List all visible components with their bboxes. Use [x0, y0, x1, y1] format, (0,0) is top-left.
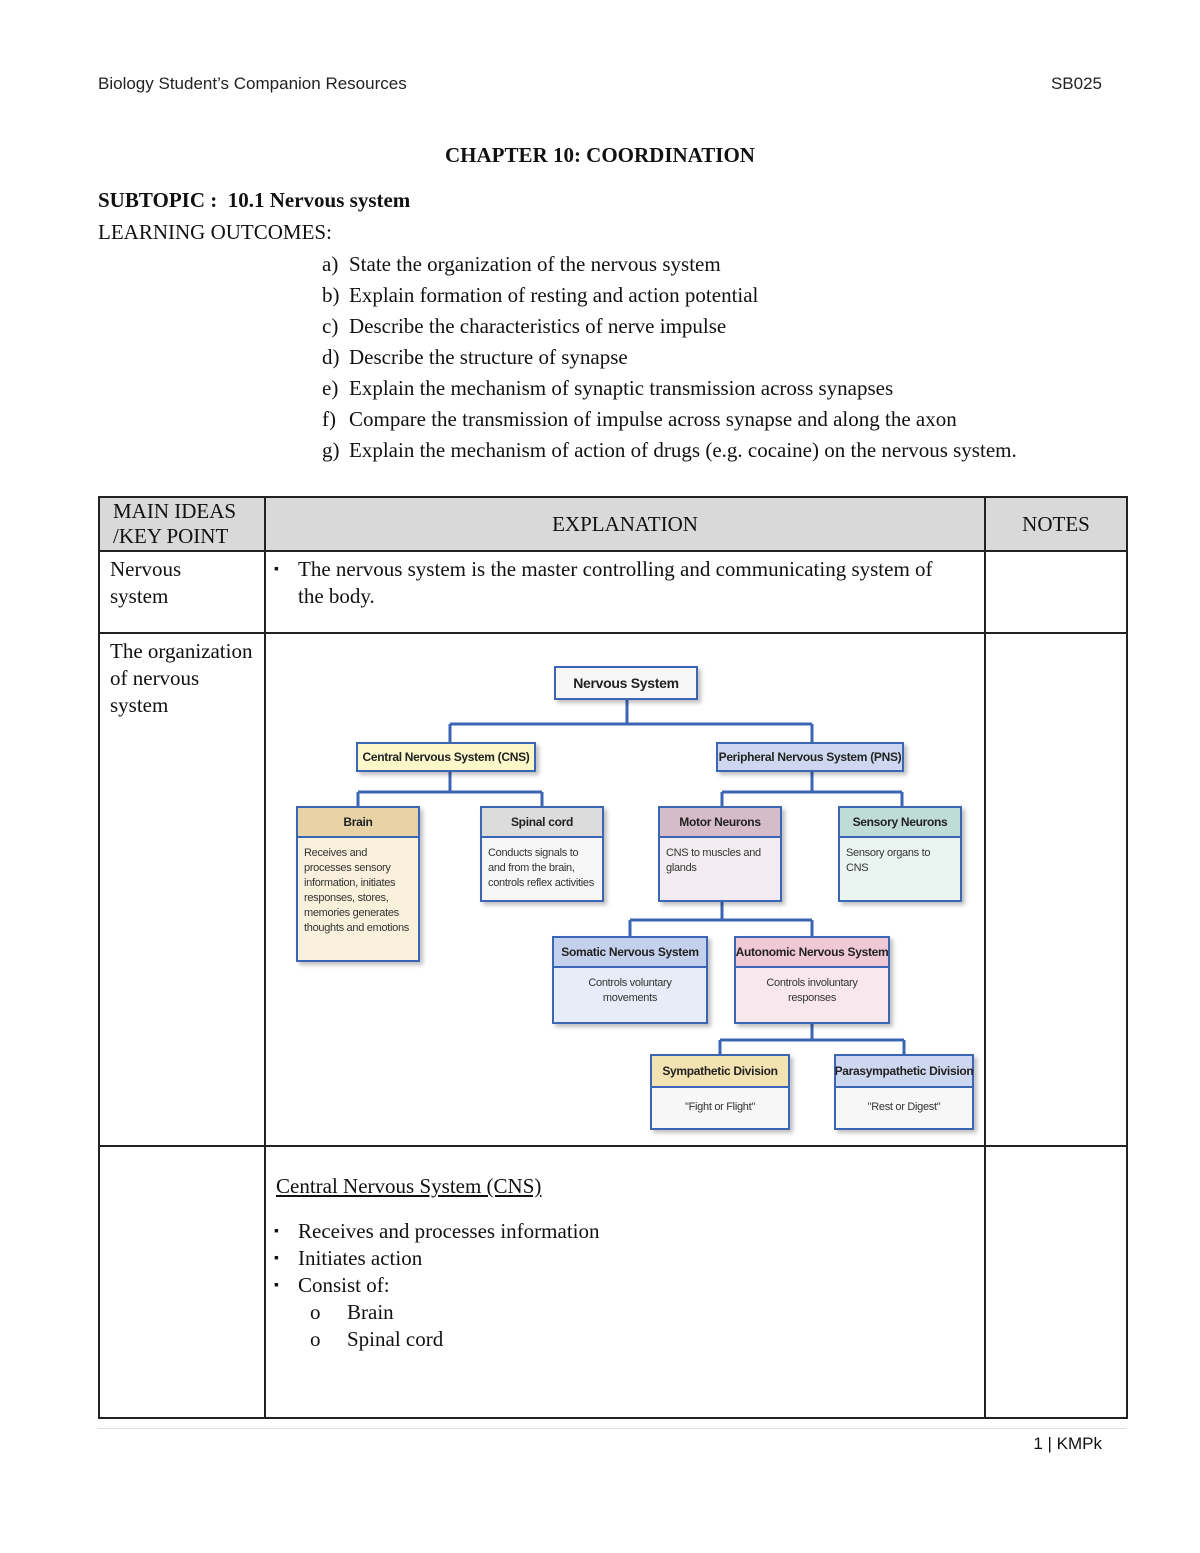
sub-bullet-item	[266, 1299, 984, 1326]
outcome-item	[322, 251, 1017, 282]
somatic-description: Controls voluntary movements	[588, 977, 672, 1004]
bullet-item	[266, 1272, 984, 1299]
brain-description: Receives and processes sensory information, initiates responses, stores, memories generates thoughts and emotions	[304, 847, 410, 934]
parasympathetic-title: Parasympathetic Division	[836, 1056, 972, 1088]
nervous-system-label: Nervous System	[573, 675, 679, 691]
header-main-ideas-line2: /KEY POINT	[113, 524, 229, 548]
bullet-text: The nervous system is the master controlling and communicating system of the body.	[298, 557, 933, 608]
motor-neurons-box	[658, 806, 782, 902]
outcome-item	[322, 282, 1017, 313]
autonomic-title: Autonomic Nervous System	[736, 938, 888, 968]
sensory-neurons-description: Sensory organs to CNS	[846, 847, 931, 874]
explanation-cell	[265, 1146, 985, 1418]
subtopic	[98, 188, 410, 213]
pns-label: Peripheral Nervous System (PNS)	[718, 750, 902, 764]
spinal-cord-description: Conducts signals to and from the brain, controls reflex activities	[488, 847, 594, 889]
sympathetic-description: "Fight or Flight"	[685, 1101, 755, 1113]
header-main-ideas	[99, 497, 265, 551]
spinal-cord-box	[480, 806, 604, 902]
sensory-neurons-title: Sensory Neurons	[840, 808, 960, 838]
sub-bullet-item	[266, 1326, 984, 1353]
course-code: SB025	[1050, 74, 1102, 93]
bullet-text: Consist of:	[298, 1273, 390, 1297]
table-row	[99, 1146, 1127, 1418]
chapter-title: CHAPTER 10: COORDINATION	[445, 143, 755, 167]
subtopic-value: 10.1 Nervous system	[227, 188, 411, 212]
bullet-marker: ▪	[274, 562, 279, 577]
outcome-text: Describe the characteristics of nerve impulse	[349, 314, 727, 338]
outcome-marker: d)	[322, 345, 340, 369]
parasympathetic-box	[834, 1054, 974, 1130]
outcome-marker: g)	[322, 438, 340, 462]
bullet-item	[266, 1245, 984, 1272]
notes-cell	[985, 1146, 1127, 1418]
outcome-marker: b)	[322, 283, 340, 307]
outcome-marker: a)	[322, 252, 339, 276]
table-row	[99, 551, 1127, 633]
footer-divider	[98, 1428, 1126, 1429]
learning-outcomes-heading: LEARNING OUTCOMES:	[98, 220, 332, 244]
nervous-system-diagram	[292, 662, 982, 1140]
outcome-text: Describe the structure of synapse	[349, 345, 628, 369]
cns-box	[356, 742, 536, 772]
outcome-marker: e)	[322, 376, 339, 400]
explanation-cell	[265, 551, 985, 633]
outcome-item	[322, 375, 1017, 406]
key-point-text: Nervous system	[110, 557, 182, 608]
bullet-marker: ▪	[274, 1278, 279, 1293]
sub-bullet-text: Spinal cord	[347, 1327, 444, 1351]
page-footer: 1 | KMPk	[1033, 1434, 1102, 1453]
sub-bullet-marker: o	[310, 1327, 321, 1351]
bullet-text: Receives and processes information	[298, 1219, 600, 1243]
parasympathetic-description: "Rest or Digest"	[867, 1101, 941, 1113]
outcome-marker: f)	[322, 407, 336, 431]
key-point-cell	[99, 1146, 265, 1418]
outcome-item	[322, 344, 1017, 375]
nervous-system-box	[554, 666, 698, 700]
motor-neurons-description: CNS to muscles and glands	[666, 847, 761, 874]
brain-box	[296, 806, 420, 962]
header-explanation: EXPLANATION	[265, 497, 985, 551]
key-point-cell	[99, 633, 265, 1146]
cns-label: Central Nervous System (CNS)	[362, 750, 530, 764]
outcome-item	[322, 406, 1017, 437]
table-header-row	[99, 497, 1127, 551]
cns-heading: Central Nervous System (CNS)	[276, 1174, 542, 1198]
sensory-neurons-box	[838, 806, 962, 902]
bullet-item	[266, 556, 984, 610]
outcome-text: Compare the transmission of impulse across synapse and along the axon	[349, 407, 957, 431]
outcome-marker: c)	[322, 314, 339, 338]
subtopic-label: SUBTOPIC :	[98, 188, 218, 212]
somatic-box	[552, 936, 708, 1024]
motor-neurons-title: Motor Neurons	[660, 808, 780, 838]
bullet-item	[266, 1218, 984, 1245]
outcome-text: State the organization of the nervous system	[349, 252, 721, 276]
key-point-text: The organization of nervous system	[110, 639, 253, 717]
bullet-text: Initiates action	[298, 1246, 423, 1270]
header-main-ideas-line1: MAIN IDEAS	[113, 499, 237, 523]
autonomic-description: Controls involuntary responses	[766, 977, 858, 1004]
bullet-marker: ▪	[274, 1224, 279, 1239]
header-notes: NOTES	[985, 497, 1127, 551]
spinal-cord-title: Spinal cord	[482, 808, 602, 838]
outcome-item	[322, 313, 1017, 344]
sub-bullet-text: Brain	[347, 1300, 394, 1324]
sympathetic-box	[650, 1054, 790, 1130]
header-title: Biology Student’s Companion Resources	[98, 74, 407, 93]
table-row	[99, 633, 1127, 1146]
learning-outcomes-list	[322, 251, 1017, 468]
pns-box	[716, 742, 904, 772]
sub-bullet-marker: o	[310, 1300, 321, 1324]
somatic-title: Somatic Nervous System	[554, 938, 706, 968]
notes-cell	[985, 633, 1127, 1146]
key-point-cell	[99, 551, 265, 633]
explanation-cell	[265, 633, 985, 1146]
autonomic-box	[734, 936, 890, 1024]
sympathetic-title: Sympathetic Division	[652, 1056, 788, 1088]
notes-cell	[985, 551, 1127, 633]
outcome-item	[322, 437, 1017, 468]
notes-table	[98, 496, 1128, 1419]
bullet-marker: ▪	[274, 1251, 279, 1266]
page-header	[98, 74, 1102, 98]
brain-title: Brain	[298, 808, 418, 838]
outcome-text: Explain the mechanism of action of drugs (e.g. cocaine) on the nervous system.	[349, 438, 1017, 462]
outcome-text: Explain formation of resting and action potential	[349, 283, 759, 307]
outcome-text: Explain the mechanism of synaptic transmission across synapses	[349, 376, 894, 400]
